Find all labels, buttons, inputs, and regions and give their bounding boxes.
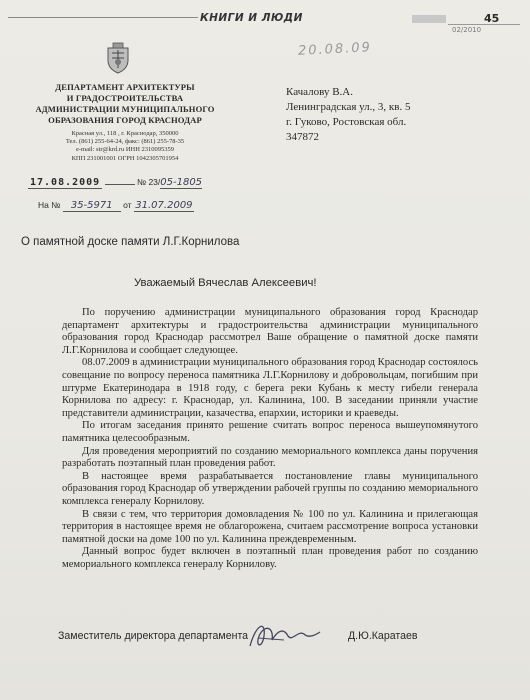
signer-title: Заместитель директора департамента — [58, 630, 249, 642]
body-paragraph: По поручению администрации муниципального образования город Краснодар департамент архитектуры и градостроительства администрации муниципального образования город Краснодар рассмотрел Ваше обращение о памятной доске памяти Л.Г.Корнилова и сообщает следующее. — [62, 307, 478, 356]
na-label: На № — [38, 200, 61, 210]
handwritten-signature — [244, 616, 324, 656]
body-paragraph: Данный вопрос будет включен в поэтапный план проведения работ по созданию мемориального комплекса генералу Корнилову. — [62, 546, 478, 570]
ot-label: от — [123, 200, 132, 210]
number-prefix: № 23/ — [136, 177, 161, 187]
dept-name-line: И ГРАДОСТРОИТЕЛЬСТВА — [66, 93, 184, 103]
page-number: 45 — [484, 12, 500, 25]
salutation: Уважаемый Вячеслав Алексеевич! — [134, 277, 317, 289]
signature-block — [58, 626, 498, 662]
dept-name-line: АДМИНИСТРАЦИИ МУНИЦИПАЛЬНОГО — [35, 104, 215, 114]
letter-body — [62, 307, 478, 571]
magazine-header — [0, 0, 530, 40]
incoming-reference — [38, 200, 194, 212]
reference-date: 31.07.2009 — [135, 200, 193, 211]
header-rule — [8, 17, 198, 18]
magazine-section-title: КНИГИ И ЛЮДИ — [200, 12, 303, 24]
addressee-line: 347872 — [286, 131, 319, 143]
body-paragraph: В связи с тем, что территория домовладения № 100 по ул. Калинина и прилегающая территория в настоящее время не облагорожена, считаем рассмотрение вопроса установки памятной доски на доме 100 по ул. Калинина преждевременным. — [62, 508, 478, 545]
department-letterhead — [20, 82, 230, 163]
issue-rule — [448, 24, 520, 25]
addressee-line: Ленинградская ул., 3, кв. 5 — [286, 101, 411, 113]
handwritten-date: 20.08.09 — [297, 40, 373, 59]
letter-subject: О памятной доске памяти Л.Г.Корнилова — [21, 236, 240, 248]
body-paragraph: По итогам заседания принято решение считать вопрос переноса вышеупомянутого памятника целесообразным. — [62, 420, 478, 444]
coat-of-arms-icon — [104, 42, 132, 74]
addressee-block — [286, 85, 410, 145]
outgoing-registration — [28, 177, 202, 189]
dept-info-line: КПП 231001001 ОГРН 1042305701954 — [71, 154, 179, 162]
magazine-logo — [412, 15, 446, 23]
dept-contact-info — [20, 130, 230, 163]
reference-number: 35-5971 — [63, 200, 121, 212]
body-paragraph: Для проведения мероприятий по созданию мемориального комплекса даны поручения разработать поэтапный план проведения работ. — [62, 445, 478, 470]
body-paragraph: 08.07.2009 в администрации муниципального образования город Краснодар состоялось совещание по вопросу переноса памятника Л.Г.Корнилову и добровольцам, погибшим при штурме Екатеринодара в 1918 году, с берега реки Кубань к месту гибели генерала Корнилова по адресу: г. Краснодар, ул. Калинина, 100. В заседании приняли участие представители администрации, казачества, епархии, историки и краеведы. — [62, 357, 478, 419]
signer-name: Д.Ю.Каратаев — [348, 630, 418, 642]
outgoing-number: 05-1805 — [160, 177, 203, 188]
body-paragraph: В настоящее время разрабатывается постановление главы муниципального образования город Краснодар об утверждении рабочей группы по созданию мемориального комплекса генералу Корнилову. — [62, 470, 478, 507]
dept-name-line: ОБРАЗОВАНИЯ ГОРОД КРАСНОДАР — [48, 115, 202, 125]
dept-info-line: e-mail: str@krd.ru ИНН 2310095359 — [75, 146, 175, 154]
dept-info-line: Красная ул., 118 , г. Краснодар, 350000 — [71, 130, 179, 137]
date-stamp: 17.08.2009 — [30, 177, 101, 188]
addressee-line: Качалову В.А. — [286, 86, 353, 98]
addressee-line: г. Гуково, Ростовская обл. — [286, 116, 407, 128]
dept-name-line: ДЕПАРТАМЕНТ АРХИТЕКТУРЫ — [55, 82, 195, 92]
issue-label: 02/2010 — [452, 26, 482, 34]
dept-info-line: Тел. (861) 255-64-24, факс: (861) 255-78-35 — [65, 138, 185, 146]
